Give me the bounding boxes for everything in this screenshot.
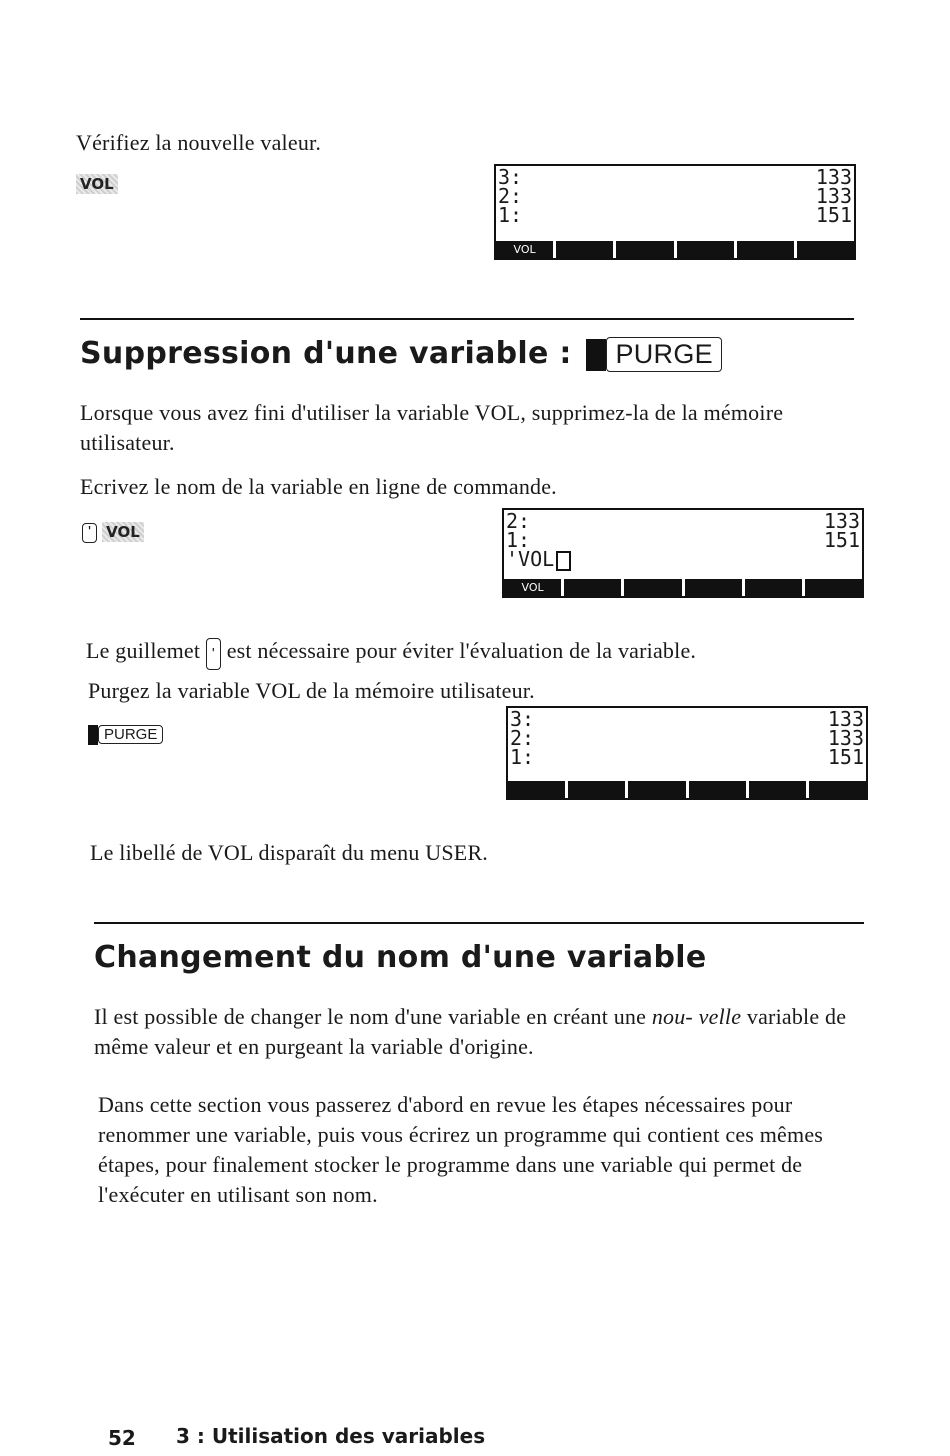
text: Il est possible de changer le nom d'une variable en créant une	[94, 1004, 647, 1029]
title-text: Suppression d'une variable :	[80, 336, 572, 371]
stack-level-label: 2:	[498, 184, 523, 208]
stack-value: 133	[827, 707, 864, 731]
menu-key[interactable]	[564, 579, 621, 596]
italic-text: nou-	[651, 1004, 693, 1029]
paragraph: Ecrivez le nom de la variable en ligne de commande.	[80, 474, 557, 499]
stack-level-label: 3:	[510, 707, 535, 731]
vol-softkey-label	[76, 174, 118, 194]
stack-row	[496, 184, 854, 208]
section-rule	[80, 318, 854, 320]
stack-level-label: 1:	[498, 203, 523, 227]
shift-key-icon	[88, 725, 98, 745]
stack-row	[504, 528, 862, 552]
paragraph: Dans cette section vous passerez d'abord en revue les étapes nécessaires pour renommer une variable, puis vous écrirez un programme qui contient ces mêmes étapes, pour finalement stocker le programme dans une variable qui permet de l'exécuter en utilisant son nom.	[98, 1092, 824, 1207]
stack-rows	[508, 708, 866, 767]
paragraph	[86, 636, 866, 670]
menu-key[interactable]	[624, 579, 681, 596]
page-number: 52	[108, 1426, 136, 1450]
menu-key[interactable]	[508, 781, 565, 798]
menu-key[interactable]	[809, 781, 866, 798]
text: Le guillemet	[86, 638, 201, 663]
stack-level-label: 1:	[506, 528, 531, 552]
section-title-suppression	[80, 336, 722, 372]
section-title-changement: Changement du nom d'une variable	[94, 940, 707, 975]
paragraph: Le libellé de VOL disparaît du menu USER.	[90, 840, 489, 865]
verify-text: Vérifiez la nouvelle valeur.	[76, 130, 322, 155]
stack-row	[508, 707, 866, 731]
stack-row	[504, 509, 862, 533]
menu-key[interactable]	[737, 241, 794, 258]
calculator-screen-3	[506, 706, 868, 800]
stack-rows	[504, 510, 862, 571]
stack-row	[496, 165, 854, 189]
calculator-screen-2	[502, 508, 864, 598]
menu-bar	[508, 781, 866, 798]
menu-key[interactable]	[568, 781, 625, 798]
menu-key[interactable]: VOL	[504, 579, 561, 596]
paragraph	[94, 1002, 866, 1062]
stack-value: 151	[815, 203, 852, 227]
menu-key[interactable]	[556, 241, 613, 258]
menu-key[interactable]	[628, 781, 685, 798]
menu-key[interactable]	[797, 241, 854, 258]
stack-row	[508, 745, 866, 769]
menu-key[interactable]	[749, 781, 806, 798]
paragraph: Lorsque vous avez fini d'utiliser la variable VOL, supprimez-la de la mémoire utilisateur.	[80, 400, 784, 455]
stack-value: 133	[827, 726, 864, 750]
menu-bar	[496, 241, 854, 258]
stack-value: 133	[815, 165, 852, 189]
stack-value: 151	[827, 745, 864, 769]
stack-level-label: 1:	[510, 745, 535, 769]
stack-row	[508, 726, 866, 750]
key-sequence	[82, 522, 144, 543]
section-rule	[94, 922, 864, 924]
command-line-text: 'VOL	[506, 547, 555, 571]
purge-key: PURGE	[606, 337, 722, 372]
paragraph: Purgez la variable VOL de la mémoire utilisateur.	[88, 678, 535, 703]
menu-key[interactable]	[745, 579, 802, 596]
stack-value: 133	[815, 184, 852, 208]
menu-bar	[504, 579, 862, 596]
stack-level-label: 3:	[498, 165, 523, 189]
key-sequence	[88, 724, 163, 745]
menu-key[interactable]: VOL	[496, 241, 553, 258]
calculator-screen-1	[494, 164, 856, 260]
stack-rows	[496, 166, 854, 225]
command-line	[504, 547, 862, 571]
stack-level-label: 2:	[510, 726, 535, 750]
quote-key: '	[206, 638, 221, 670]
text: est nécessaire pour éviter l'évaluation de la variable.	[226, 638, 697, 663]
shift-key-icon	[586, 339, 606, 371]
vol-softkey[interactable]: VOL	[102, 522, 144, 542]
stack-level-label: 2:	[506, 509, 531, 533]
chapter-title: 3 : Utilisation des variables	[176, 1424, 486, 1448]
menu-key[interactable]	[677, 241, 734, 258]
menu-key[interactable]	[685, 579, 742, 596]
menu-key[interactable]	[616, 241, 673, 258]
menu-key[interactable]	[689, 781, 746, 798]
cursor-icon	[556, 551, 571, 571]
quote-key[interactable]: '	[82, 523, 97, 543]
purge-key[interactable]: PURGE	[98, 725, 163, 744]
stack-value: 151	[823, 528, 860, 552]
stack-value: 133	[823, 509, 860, 533]
text: variable de même valeur et en purgeant la variable d'origine.	[94, 1004, 847, 1059]
stack-row	[496, 203, 854, 227]
vol-softkey[interactable]: VOL	[76, 174, 118, 194]
italic-text: velle	[698, 1004, 742, 1029]
menu-key[interactable]	[805, 579, 862, 596]
